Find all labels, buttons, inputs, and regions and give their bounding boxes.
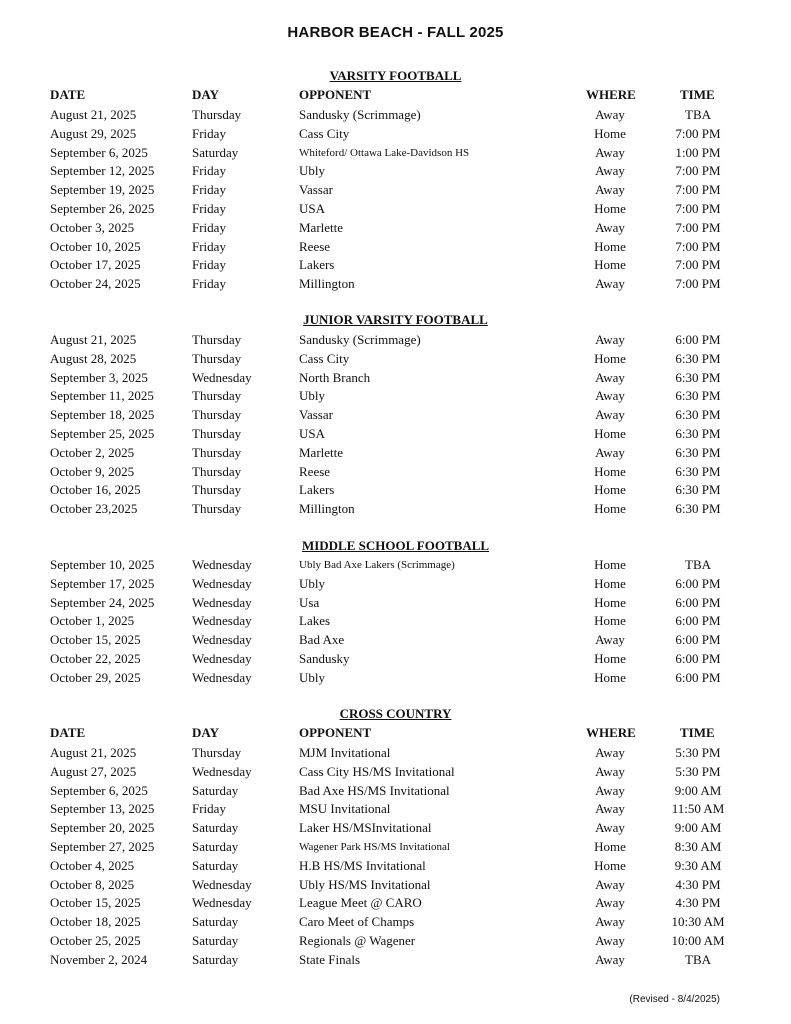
revision-note: (Revised - 8/4/2025) [629, 994, 720, 1005]
location-cell: Home [594, 350, 626, 366]
day-cell: Saturday [192, 838, 239, 854]
schedule-row [0, 125, 791, 144]
date-cell: August 21, 2025 [50, 332, 137, 347]
time-cell: 6:30 PM [675, 463, 721, 479]
page-title: HARBOR BEACH - FALL 2025 [287, 24, 504, 41]
location-cell: Away [595, 332, 625, 347]
opponent-cell: Ubly [299, 163, 325, 179]
section-title: CROSS COUNTRY [339, 706, 452, 721]
location-cell: Home [594, 238, 626, 254]
day-cell: Friday [192, 257, 226, 273]
date-cell: October 3, 2025 [50, 219, 135, 235]
location-cell: Away [595, 388, 625, 404]
day-cell: Thursday [192, 463, 242, 479]
date-cell: August 21, 2025 [50, 745, 137, 760]
schedule-row [0, 744, 791, 763]
date-cell: October 18, 2025 [50, 914, 141, 930]
schedule-row [0, 162, 791, 181]
time-cell: 6:00 PM [675, 669, 721, 685]
date-cell: October 23,2025 [50, 501, 138, 517]
time-cell: 6:30 PM [675, 482, 721, 498]
date-cell: October 29, 2025 [50, 669, 141, 685]
location-cell: Away [595, 163, 625, 179]
day-cell: Friday [192, 182, 226, 198]
schedule-row [0, 444, 791, 463]
column-header-date: DATE [50, 725, 86, 740]
location-cell: Home [594, 594, 626, 610]
opponent-cell: Reese [299, 463, 331, 479]
date-cell: September 6, 2025 [50, 144, 148, 160]
date-cell: August 27, 2025 [50, 763, 137, 779]
time-cell: 6:00 PM [675, 650, 721, 666]
schedule-row [0, 800, 791, 819]
location-cell: Away [595, 407, 625, 423]
opponent-cell: MJM Invitational [299, 745, 391, 760]
location-cell: Away [595, 369, 625, 385]
time-cell: 6:30 PM [675, 369, 721, 385]
schedule-row [0, 481, 791, 500]
time-cell: 6:00 PM [675, 613, 721, 629]
location-cell: Home [594, 257, 626, 273]
location-cell: Away [595, 276, 625, 292]
opponent-cell: Cass City [299, 125, 350, 141]
column-header-opponent: OPPONENT [299, 87, 372, 102]
location-cell: Home [594, 613, 626, 629]
day-cell: Wednesday [192, 557, 252, 572]
time-cell: 6:30 PM [675, 444, 721, 460]
time-cell: 6:00 PM [675, 632, 721, 648]
schedule-row [0, 500, 791, 519]
schedule-row [0, 425, 791, 444]
opponent-cell: League Meet @ CARO [299, 895, 422, 911]
schedule-row [0, 106, 791, 125]
location-cell: Away [595, 763, 625, 779]
opponent-cell: Lakers [299, 257, 335, 273]
opponent-cell: Ubly HS/MS Invitational [299, 876, 431, 892]
opponent-cell: Cass City [299, 350, 350, 366]
day-cell: Saturday [192, 932, 239, 948]
day-cell: Wednesday [192, 895, 252, 911]
time-cell: 7:00 PM [675, 238, 721, 254]
section-title: VARSITY FOOTBALL [329, 68, 462, 83]
schedule-row [0, 594, 791, 613]
day-cell: Saturday [192, 857, 239, 873]
time-cell: 5:30 PM [675, 745, 721, 760]
location-cell: Away [595, 107, 625, 122]
schedule-row [0, 556, 791, 575]
day-cell: Wednesday [192, 632, 252, 648]
location-cell: Away [595, 745, 625, 760]
location-cell: Away [595, 632, 625, 648]
schedule-row [0, 913, 791, 932]
opponent-cell: Lakers [299, 482, 335, 498]
date-cell: September 27, 2025 [50, 838, 155, 854]
date-cell: October 1, 2025 [50, 613, 135, 629]
date-cell: September 25, 2025 [50, 425, 155, 441]
location-cell: Away [595, 914, 625, 930]
time-cell: 10:30 AM [671, 914, 725, 930]
date-cell: September 6, 2025 [50, 782, 148, 798]
opponent-cell: Ubly [299, 388, 325, 404]
time-cell: 7:00 PM [675, 200, 721, 216]
opponent-cell: Lakes [299, 613, 331, 629]
time-cell: 7:00 PM [675, 219, 721, 235]
date-cell: September 10, 2025 [50, 557, 155, 572]
day-cell: Wednesday [192, 876, 252, 892]
day-cell: Wednesday [192, 669, 252, 685]
time-cell: 6:30 PM [675, 501, 721, 517]
schedule-row [0, 819, 791, 838]
schedule-row [0, 219, 791, 238]
schedule-row [0, 782, 791, 801]
location-cell: Away [595, 782, 625, 798]
column-header-time: TIME [680, 87, 715, 102]
time-cell: TBA [685, 951, 711, 967]
schedule-row [0, 838, 791, 857]
column-header-row [0, 724, 791, 742]
day-cell: Saturday [192, 914, 239, 930]
location-cell: Away [595, 876, 625, 892]
location-cell: Home [594, 650, 626, 666]
schedule-row [0, 406, 791, 425]
column-header-time: TIME [680, 725, 715, 740]
location-cell: Away [595, 144, 625, 160]
day-cell: Friday [192, 163, 226, 179]
day-cell: Wednesday [192, 369, 252, 385]
time-cell: 6:30 PM [675, 425, 721, 441]
time-cell: 6:30 PM [675, 388, 721, 404]
location-cell: Away [595, 182, 625, 198]
schedule-row [0, 369, 791, 388]
schedule-row [0, 463, 791, 482]
time-cell: 7:00 PM [675, 257, 721, 273]
location-cell: Away [595, 951, 625, 967]
time-cell: 4:30 PM [675, 895, 721, 911]
location-cell: Home [594, 482, 626, 498]
opponent-cell: Vassar [299, 182, 333, 198]
location-cell: Home [594, 838, 626, 854]
time-cell: 6:00 PM [675, 332, 721, 347]
opponent-cell: Marlette [299, 444, 344, 460]
date-cell: September 18, 2025 [50, 407, 155, 423]
location-cell: Home [594, 425, 626, 441]
schedule-row [0, 932, 791, 951]
schedule-row [0, 238, 791, 257]
time-cell: 7:00 PM [675, 276, 721, 292]
time-cell: 6:30 PM [675, 350, 721, 366]
date-cell: October 4, 2025 [50, 857, 135, 873]
day-cell: Wednesday [192, 575, 252, 591]
location-cell: Away [595, 219, 625, 235]
time-cell: 7:00 PM [675, 182, 721, 198]
opponent-cell: USA [299, 200, 326, 216]
opponent-cell: Millington [299, 276, 355, 292]
date-cell: October 25, 2025 [50, 932, 141, 948]
day-cell: Saturday [192, 820, 239, 836]
schedule-row [0, 275, 791, 294]
day-cell: Thursday [192, 482, 242, 498]
schedule-rows [0, 106, 791, 294]
day-cell: Wednesday [192, 594, 252, 610]
day-cell: Thursday [192, 425, 242, 441]
day-cell: Thursday [192, 444, 242, 460]
date-cell: August 28, 2025 [50, 350, 137, 366]
schedule-row [0, 181, 791, 200]
schedule-row [0, 650, 791, 669]
date-cell: August 29, 2025 [50, 125, 137, 141]
date-cell: October 2, 2025 [50, 444, 135, 460]
date-cell: November 2, 2024 [50, 951, 148, 967]
date-cell: September 12, 2025 [50, 163, 155, 179]
opponent-cell: Sandusky (Scrimmage) [299, 332, 421, 347]
column-header-opponent: OPPONENT [299, 725, 372, 740]
day-cell: Thursday [192, 350, 242, 366]
schedule-row [0, 763, 791, 782]
time-cell: 9:00 AM [674, 782, 722, 798]
day-cell: Friday [192, 219, 226, 235]
date-cell: September 13, 2025 [50, 801, 155, 817]
opponent-cell: Regionals @ Wagener [299, 932, 416, 948]
location-cell: Away [595, 444, 625, 460]
opponent-cell: Reese [299, 238, 331, 254]
day-cell: Thursday [192, 388, 242, 404]
date-cell: September 20, 2025 [50, 820, 155, 836]
location-cell: Home [594, 463, 626, 479]
day-cell: Thursday [192, 745, 242, 760]
time-cell: 7:00 PM [675, 163, 721, 179]
schedule-row [0, 331, 791, 350]
date-cell: October 8, 2025 [50, 876, 135, 892]
date-cell: October 24, 2025 [50, 276, 141, 292]
section-title: JUNIOR VARSITY FOOTBALL [303, 312, 488, 327]
opponent-cell: Ubly Bad Axe Lakers (Scrimmage) [299, 559, 455, 571]
location-cell: Home [594, 669, 626, 685]
time-cell: 5:30 PM [675, 763, 721, 779]
time-cell: TBA [685, 557, 711, 572]
time-cell: 6:00 PM [675, 594, 721, 610]
opponent-cell: Cass City HS/MS Invitational [299, 763, 455, 779]
opponent-cell: Wagener Park HS/MS Invitational [299, 840, 450, 853]
date-cell: August 21, 2025 [50, 107, 137, 122]
date-cell: October 22, 2025 [50, 650, 141, 666]
date-cell: September 17, 2025 [50, 575, 155, 591]
schedule-row [0, 387, 791, 406]
time-cell: 6:30 PM [675, 407, 721, 423]
day-cell: Wednesday [192, 763, 252, 779]
time-cell: 9:30 AM [674, 857, 722, 873]
schedule-row [0, 894, 791, 913]
day-cell: Saturday [192, 144, 239, 160]
day-cell: Friday [192, 125, 226, 141]
date-cell: October 9, 2025 [50, 463, 135, 479]
date-cell: October 10, 2025 [50, 238, 141, 254]
date-cell: October 15, 2025 [50, 632, 141, 648]
date-cell: September 24, 2025 [50, 594, 155, 610]
schedule-row [0, 575, 791, 594]
opponent-cell: USA [299, 425, 326, 441]
location-cell: Away [595, 932, 625, 948]
column-header-row [0, 86, 791, 104]
schedule-row [0, 256, 791, 275]
opponent-cell: Whiteford/ Ottawa Lake-Davidson HS [299, 146, 470, 159]
opponent-cell: Ubly [299, 669, 325, 685]
day-cell: Friday [192, 276, 226, 292]
day-cell: Friday [192, 200, 226, 216]
time-cell: 9:00 AM [674, 820, 722, 836]
location-cell: Home [594, 200, 626, 216]
date-cell: October 17, 2025 [50, 257, 141, 273]
date-cell: September 26, 2025 [50, 200, 155, 216]
day-cell: Thursday [192, 332, 242, 347]
opponent-cell: Bad Axe [299, 632, 345, 648]
opponent-cell: Caro Meet of Champs [299, 914, 415, 930]
day-cell: Thursday [192, 501, 242, 517]
time-cell: 7:00 PM [675, 125, 721, 141]
time-cell: 4:30 PM [675, 876, 721, 892]
column-header-date: DATE [50, 87, 86, 102]
location-cell: Home [594, 125, 626, 141]
location-cell: Home [594, 501, 626, 517]
day-cell: Wednesday [192, 613, 252, 629]
schedule-rows [0, 331, 791, 519]
day-cell: Friday [192, 801, 226, 817]
opponent-cell: Sandusky (Scrimmage) [299, 107, 421, 122]
date-cell: September 3, 2025 [50, 369, 148, 385]
opponent-cell: Bad Axe HS/MS Invitational [299, 782, 450, 798]
location-cell: Away [595, 820, 625, 836]
opponent-cell: Marlette [299, 219, 344, 235]
column-header-where: WHERE [586, 87, 636, 102]
schedule-rows [0, 744, 791, 970]
opponent-cell: Vassar [299, 407, 333, 423]
schedule-row [0, 876, 791, 895]
section-title: MIDDLE SCHOOL FOOTBALL [301, 538, 490, 553]
schedule-row [0, 669, 791, 688]
schedule-row [0, 612, 791, 631]
time-cell: 10:00 AM [671, 932, 725, 948]
schedule-row [0, 350, 791, 369]
day-cell: Friday [192, 238, 226, 254]
day-cell: Saturday [192, 951, 239, 967]
day-cell: Wednesday [192, 650, 252, 666]
schedule-row [0, 200, 791, 219]
day-cell: Thursday [192, 407, 242, 423]
opponent-cell: MSU Invitational [299, 801, 391, 817]
column-header-where: WHERE [586, 725, 636, 740]
location-cell: Home [594, 857, 626, 873]
time-cell: 8:30 AM [674, 838, 722, 854]
opponent-cell: Usa [299, 594, 320, 610]
opponent-cell: Sandusky [299, 650, 350, 666]
schedule-row [0, 144, 791, 163]
location-cell: Home [594, 557, 626, 572]
time-cell: 1:00 PM [675, 144, 721, 160]
time-cell: TBA [685, 107, 711, 122]
opponent-cell: Laker HS/MSInvitational [299, 820, 432, 836]
date-cell: September 11, 2025 [50, 388, 154, 404]
day-cell: Saturday [192, 782, 239, 798]
schedule-row [0, 631, 791, 650]
opponent-cell: Ubly [299, 575, 325, 591]
schedule-row [0, 951, 791, 970]
opponent-cell: H.B HS/MS Invitational [299, 857, 426, 873]
date-cell: September 19, 2025 [50, 182, 155, 198]
time-cell: 11:50 AM [671, 801, 725, 817]
schedule-row [0, 857, 791, 876]
date-cell: October 16, 2025 [50, 482, 141, 498]
column-header-day: DAY [192, 87, 219, 102]
opponent-cell: North Branch [299, 369, 371, 385]
column-header-day: DAY [192, 725, 219, 740]
date-cell: October 15, 2025 [50, 895, 141, 911]
day-cell: Thursday [192, 107, 242, 122]
time-cell: 6:00 PM [675, 575, 721, 591]
location-cell: Away [595, 801, 625, 817]
schedule-rows [0, 556, 791, 688]
location-cell: Home [594, 575, 626, 591]
opponent-cell: State Finals [299, 951, 361, 967]
location-cell: Away [595, 895, 625, 911]
opponent-cell: Millington [299, 501, 355, 517]
